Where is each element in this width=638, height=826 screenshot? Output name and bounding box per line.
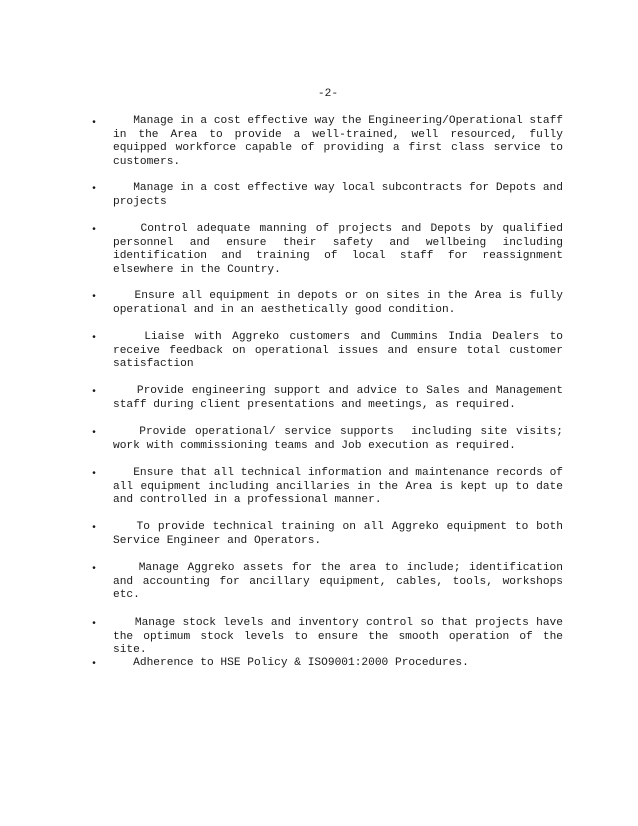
list-item: Manage stock levels and inventory control so that projects have the optimum stock levels to ensure the smooth operation of the site. [113, 617, 570, 657]
list-item: Ensure that all technical information and maintenance records of all equipment including ancillaries in the Area is kept up to date and controlled in a professional manner. [113, 467, 570, 507]
list-item: To provide technical training on all Aggreko equipment to both Service Engineer and Operators. [113, 521, 570, 547]
bullet-icon: • [91, 118, 98, 129]
bullet-icon: • [91, 659, 98, 670]
bullet-icon: • [91, 333, 98, 344]
bullet-icon: • [91, 619, 98, 630]
page-number: -2- [317, 88, 339, 100]
bullet-icon: • [91, 469, 98, 480]
bullet-icon: • [91, 225, 98, 236]
bullet-icon: • [91, 387, 98, 398]
bullet-icon: • [91, 184, 98, 195]
bullet-icon: • [91, 292, 98, 303]
list-item: Provide engineering support and advice to Sales and Management staff during client presentations and meetings, as required. [113, 385, 570, 411]
bullet-icon: • [91, 523, 98, 534]
list-item: Manage in a cost effective way the Engineering/Operational staff in the Area to provide a well-trained, well resourced, fully equipped workforce capable of providing a first class service to customers. [113, 115, 570, 168]
list-item: Control adequate manning of projects and Depots by qualified personnel and ensure their safety and wellbeing including identification and training of local staff for reassignment elsewhere in the Country. [113, 223, 570, 276]
bullet-icon: • [91, 564, 98, 575]
bullet-icon: • [91, 428, 98, 439]
list-item: Liaise with Aggreko customers and Cummins India Dealers to receive feedback on operational issues and ensure total customer satisfaction [113, 331, 570, 371]
list-item: Ensure all equipment in depots or on sites in the Area is fully operational and in an aesthetically good condition. [113, 290, 570, 316]
list-item: Adherence to HSE Policy & ISO9001:2000 Procedures. [113, 657, 469, 669]
list-item: Provide operational/ service supports including site visits; work with commissioning teams and Job execution as required. [113, 426, 570, 452]
list-item: Manage in a cost effective way local subcontracts for Depots and projects [113, 182, 570, 208]
list-item: Manage Aggreko assets for the area to include; identification and accounting for ancillary equipment, cables, tools, workshops etc. [113, 562, 570, 602]
